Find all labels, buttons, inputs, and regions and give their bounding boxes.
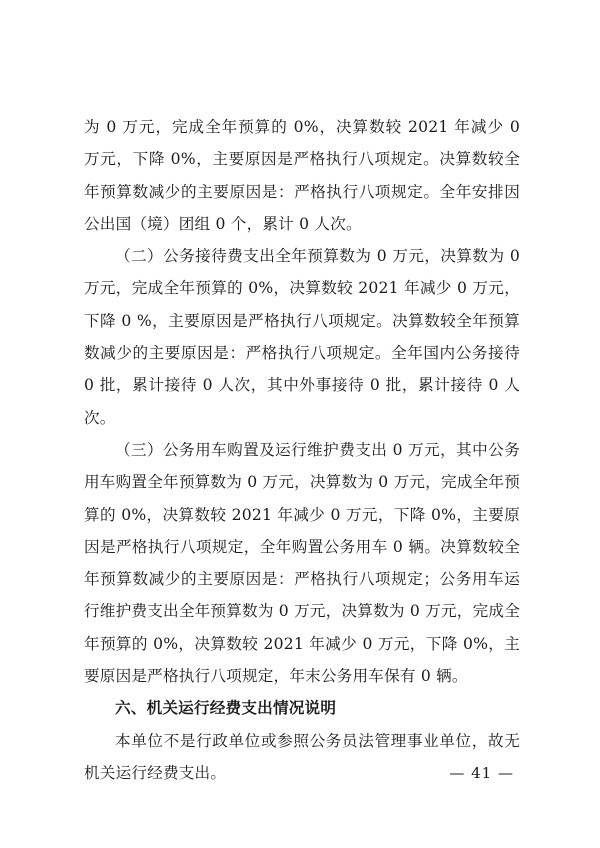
page-number: — 41 — bbox=[449, 764, 514, 782]
paragraph-reception-expenses: （二）公务接待费支出全年预算数为 0 万元，决算数为 0 万元，完成全年预算的 0%，决算数较 2021 年减少 0 万元，下降 0 %，主要原因是严格执行八项规定。决算数较全年预算数减少的主要原因是：严格执行八项规定。全年国内公务接待 0 批，累计接待 0 人次，其中外事接待 0 批，累计接待 0 人次。 bbox=[84, 247, 520, 427]
page-body bbox=[84, 111, 520, 789]
section-heading-operating-expenses: 六、机关运行经费支出情况说明 bbox=[115, 699, 337, 718]
paragraph-travel-abroad-continued: 为 0 万元，完成全年预算的 0%，决算数较 2021 年减少 0 万元，下降 0%，主要原因是严格执行八项规定。决算数较全年预算数减少的主要原因是：严格执行八项规定。全年安排因公出国（境）团组 0 个，累计 0 人次。 bbox=[84, 118, 520, 233]
paragraph-vehicle-expenses: （三）公务用车购置及运行维护费支出 0 万元，其中公务用车购置全年预算数为 0 万元，决算数为 0 万元，完成全年预算的 0%，决算数较 2021 年减少 0 万元，下降 0%，主要原因是严格执行八项规定，全年购置公务用车 0 辆。决算数较全年预算数减少的主要原因是：严格执行八项规定；公务用车运行维护费支出全年预算数为 0 万元，决算数为 0 万元，完成全年预算的 0%，决算数较 2021 年减少 0 万元，下降 0%，主要原因是严格执行八项规定，年末公务用车保有 0 辆。 bbox=[84, 440, 520, 686]
paragraph-operating-expenses: 本单位不是行政单位或参照公务员法管理事业单位，故无机关运行经费支出。 bbox=[84, 731, 520, 782]
